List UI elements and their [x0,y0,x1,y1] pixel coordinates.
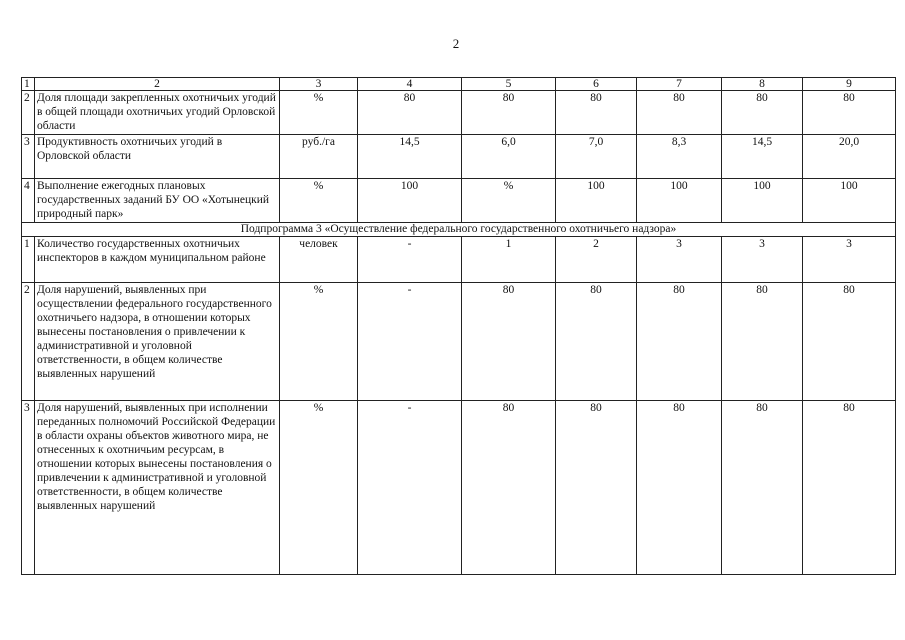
unit-cell: % [280,179,358,223]
unit-cell: % [280,401,358,575]
value-cell: 80 [358,91,462,135]
value-cell: 3 [637,237,722,283]
table-row [22,179,896,223]
value-cell: 80 [722,401,803,575]
row-number: 1 [22,237,35,283]
header-cell: 1 [22,78,35,91]
header-cell: 5 [462,78,556,91]
value-cell: - [358,237,462,283]
value-cell: 14,5 [722,135,803,179]
indicator-name: Продуктивность охотничьих угодий в Орловской области [35,135,280,179]
unit-cell: % [280,283,358,401]
value-cell: 8,3 [637,135,722,179]
table-row [22,91,896,135]
table-row [22,135,896,179]
value-cell: 80 [556,283,637,401]
value-cell: 80 [803,283,896,401]
value-cell: - [358,283,462,401]
value-cell: % [462,179,556,223]
unit-cell: человек [280,237,358,283]
header-cell: 9 [803,78,896,91]
value-cell: - [358,401,462,575]
value-cell: 1 [462,237,556,283]
value-cell: 6,0 [462,135,556,179]
header-cell: 2 [35,78,280,91]
value-cell: 80 [637,401,722,575]
value-cell: 80 [722,283,803,401]
table-row [22,237,896,283]
table-row [22,283,896,401]
value-cell: 100 [722,179,803,223]
value-cell: 2 [556,237,637,283]
subprogram-header-row [22,223,896,237]
indicator-name: Количество государственных охотничьих инспекторов в каждом муниципальном районе [35,237,280,283]
row-number: 3 [22,135,35,179]
header-cell: 4 [358,78,462,91]
header-cell: 8 [722,78,803,91]
value-cell: 20,0 [803,135,896,179]
value-cell: 80 [556,91,637,135]
value-cell: 100 [358,179,462,223]
table-row [22,401,896,575]
value-cell: 80 [462,91,556,135]
indicators-table [21,77,896,575]
value-cell: 80 [803,91,896,135]
value-cell: 80 [556,401,637,575]
value-cell: 80 [637,283,722,401]
value-cell: 80 [462,283,556,401]
value-cell: 3 [722,237,803,283]
value-cell: 100 [637,179,722,223]
row-number: 2 [22,283,35,401]
indicator-name: Доля площади закрепленных охотничьих угодий в общей площади охотничьих угодий Орловской области [35,91,280,135]
table-header-row [22,78,896,91]
value-cell: 80 [722,91,803,135]
header-cell: 3 [280,78,358,91]
unit-cell: руб./га [280,135,358,179]
value-cell: 7,0 [556,135,637,179]
page-number: 2 [452,36,460,51]
unit-cell: % [280,91,358,135]
value-cell: 100 [803,179,896,223]
value-cell: 80 [462,401,556,575]
row-number: 3 [22,401,35,575]
value-cell: 100 [556,179,637,223]
row-number: 2 [22,91,35,135]
row-number: 4 [22,179,35,223]
indicator-name: Доля нарушений, выявленных при осуществлении федерального государственного охотничьего надзора, в отношении которых вынесены постановления о привлечении к административной и уголовной ответственности, в общем количестве выявленных нарушений [35,283,280,401]
value-cell: 80 [637,91,722,135]
subprogram-title: Подпрограмма 3 «Осуществление федерального государственного охотничьего надзора» [22,223,896,237]
indicator-name: Выполнение ежегодных плановых государственных заданий БУ ОО «Хотынецкий природный парк» [35,179,280,223]
header-cell: 6 [556,78,637,91]
value-cell: 80 [803,401,896,575]
value-cell: 3 [803,237,896,283]
header-cell: 7 [637,78,722,91]
value-cell: 14,5 [358,135,462,179]
indicator-name: Доля нарушений, выявленных при исполнении переданных полномочий Российской Федерации в области охраны объектов животного мира, не отнесенных к охотничьим ресурсам, в отношении которых вынесены постановления о привлечении к административной и уголовной ответственности, в общем количестве выявленных нарушений [35,401,280,575]
